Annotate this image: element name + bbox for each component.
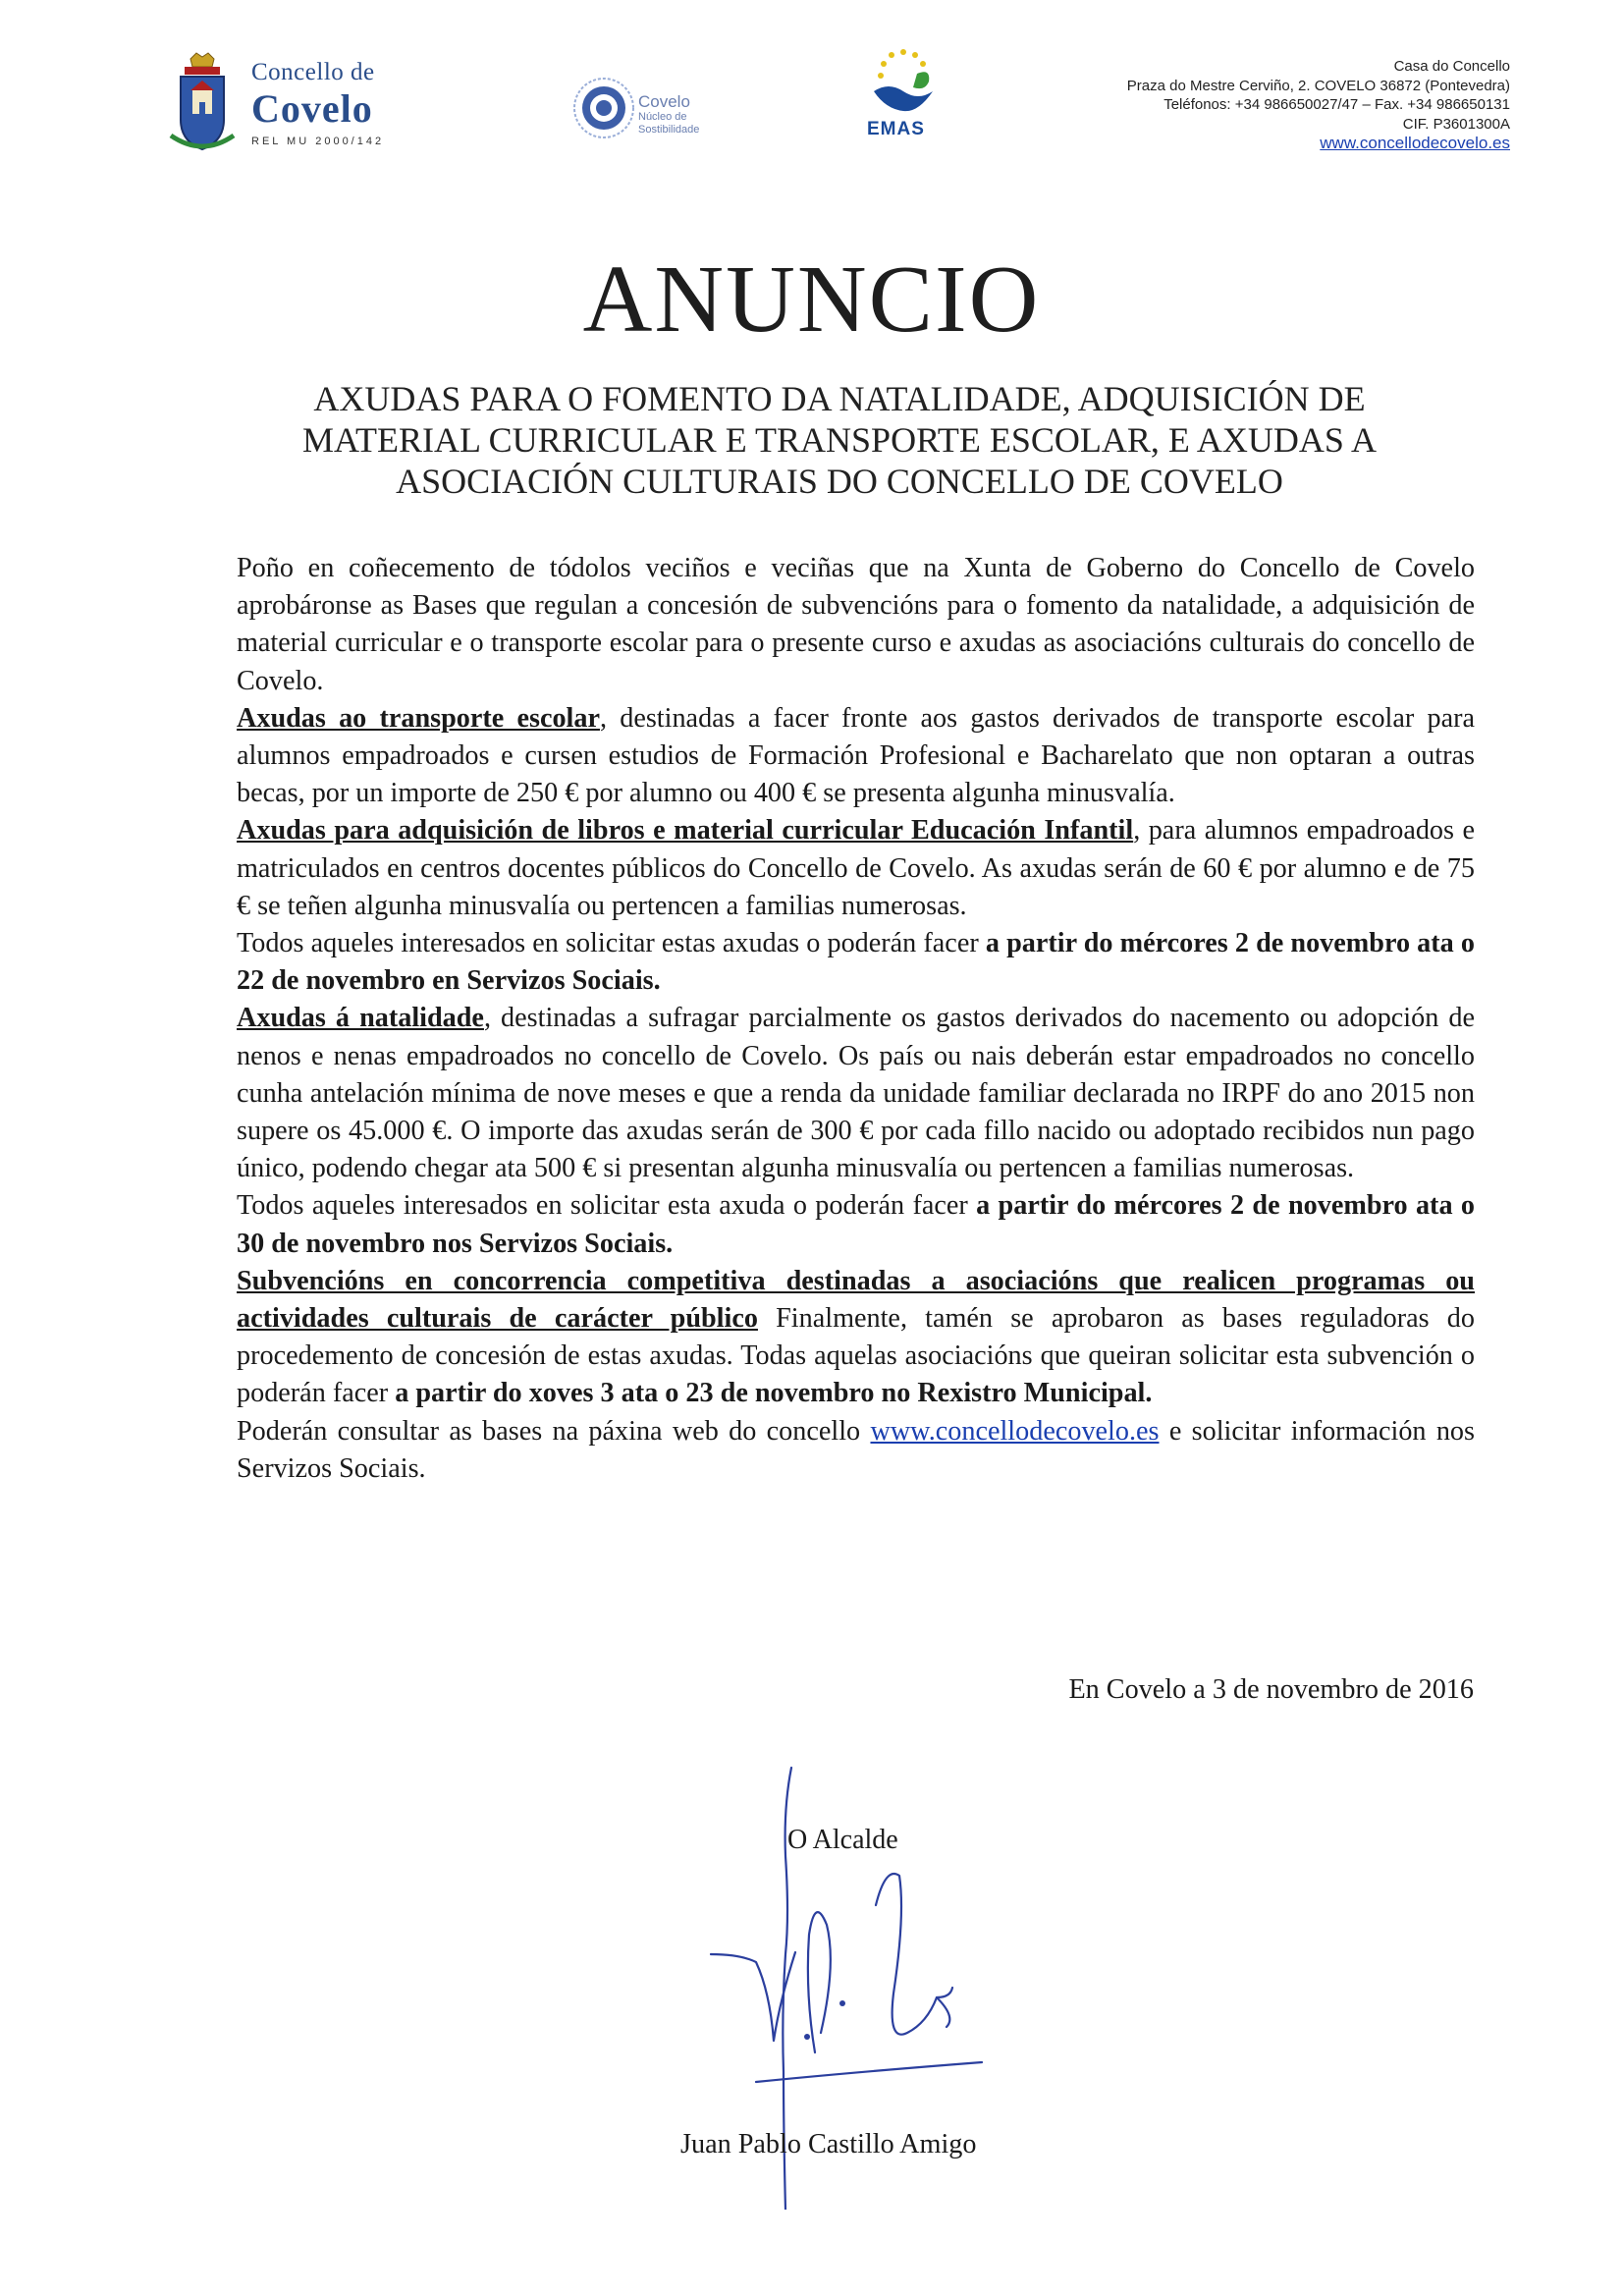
website-link[interactable]: www.concellodecovelo.es: [1320, 134, 1510, 152]
address-cif: CIF. P3601300A: [1402, 115, 1510, 133]
natalidade-deadline-text: Todos aqueles interesados en solicitar esta axuda o poderán facer: [237, 1190, 977, 1222]
address-phones: Teléfonos: +34 986650027/47 – Fax. +34 986650131: [1163, 96, 1510, 113]
nucleo-seal-icon: [569, 74, 638, 142]
libros-deadline-text: Todos aqueles interesados en solicitar estas axudas o poderán facer: [237, 928, 986, 959]
address-line-2: Praza do Mestre Cerviño, 2. COVELO 36872 (Pontevedra): [1126, 77, 1510, 94]
nucleo-logo-sub1: Núcleo de: [638, 111, 687, 123]
emas-stars-wave-icon: [864, 44, 943, 119]
signer-name: Juan Pablo Castillo Amigo: [680, 2129, 977, 2159]
emas-label: EMAS: [867, 119, 925, 139]
consulta-text-2: e solicitar información nos Servizos Sociais.: [237, 1415, 1475, 1484]
libros-heading: Axudas para adquisición de libros e material curricular Educación Infantil: [237, 815, 1134, 847]
transporte-text: , destinadas a facer fronte aos gastos derivados de transporte escolar para alumnos empadroados e cursen estudios de Formación Profesional e Bacharelato que non optaran a outras becas, por un importe de 250 € por alumno ou 400 € se presenta algunha minusvalía.: [237, 702, 1475, 809]
natalidade-heading: Axudas á natalidade: [237, 1003, 484, 1034]
nucleo-sostibilidade-logo: [569, 74, 746, 152]
covelo-logo-name: Covelo: [251, 86, 373, 131]
transporte-heading: Axudas ao transporte escolar: [237, 702, 600, 734]
natalidade-paragraph: [237, 1000, 1475, 1187]
nucleo-logo-name: Covelo: [638, 92, 690, 111]
subvencions-heading: Subvencións en concorrencia competitiva destinadas a asociacións que realicen programas ou actividades culturais de carácter público: [237, 1265, 1475, 1335]
subvencions-deadline-dates: a partir do xoves 3 ata o 23 de novembro no Rexistro Municipal.: [395, 1378, 1153, 1409]
address-line-1: Casa do Concello: [1393, 58, 1510, 75]
document-body: [237, 550, 1475, 1488]
consulta-paragraph: [237, 1413, 1475, 1488]
intro-paragraph: Poño en coñecemento de tódolos veciños e veciñas que na Xunta de Goberno do Concello de Covelo aprobáronse as Bases que regulan a concesión de subvencións para o fomento da natalidade, a adquisición de material curricular e o transporte escolar para o presente curso e axudas as asociacións culturais do concello de Covelo.: [237, 553, 1475, 696]
transporte-paragraph: [237, 700, 1475, 813]
consulta-text-1: Poderán consultar as bases na páxina web do concello: [237, 1415, 871, 1447]
libros-deadline-paragraph: [237, 925, 1475, 1000]
natalidade-deadline-dates: a partir do mércores 2 de novembro ata o 30 de novembro nos Servizos Sociais.: [237, 1190, 1475, 1259]
nucleo-logo-sub2: Sostibilidade: [638, 124, 700, 136]
libros-deadline-dates: a partir do mércores 2 de novembro ata o 22 de novembro en Servizos Sociais.: [237, 928, 1475, 997]
covelo-logo-small-text: Concello de: [251, 59, 375, 85]
document-title: ANUNCIO: [582, 246, 1041, 353]
consulta-website-link[interactable]: www.concellodecovelo.es: [870, 1415, 1160, 1447]
covelo-logo: [167, 51, 422, 159]
document-subtitle: AXUDAS PARA O FOMENTO DA NATALIDADE, ADQUISICIÓN DE MATERIAL CURRICULAR E TRANSPORTE ESCOLAR, E AXUDAS A ASOCIACIÓN CULTURAIS DO CONCELLO DE COVELO: [302, 379, 1377, 501]
natalidade-deadline-paragraph: [237, 1187, 1475, 1262]
place-and-date: En Covelo a 3 de novembro de 2016: [1068, 1674, 1474, 1705]
emas-logo: [864, 44, 943, 142]
libros-paragraph: [237, 812, 1475, 925]
natalidade-text: , destinadas a sufragar parcialmente os gastos derivados do nacemento ou adopción de nenos e nenas empadroados no concello de Covelo. Os país ou nais deberán estar empadroados no concello cunha antelación mínima de nove meses e que a renda da unidade familiar declarada no IRPF do ano 2015 non supere os 45.000 €. O importe das axudas serán de 300 € por cada fillo nacido ou adoptado recibidos nun pago único, podendo chegar ata 500 € si presentan algunha minusvalía ou pertencen a familias numerosas.: [237, 1003, 1475, 1184]
libros-text: , para alumnos empadroados e matriculados en centros docentes públicos do Concello de Covelo. As axudas serán de 60 € por alumno e de 75 € se teñen algunha minusvalía ou pertencen a familias numerosas.: [237, 815, 1475, 921]
covelo-logo-registry: REL MU 2000/142: [251, 136, 385, 147]
signer-role: O Alcalde: [787, 1825, 898, 1855]
town-hall-address: [1127, 57, 1510, 154]
covelo-shield-icon: [167, 51, 238, 159]
subvencions-text: Finalmente, tamén se aprobaron as bases reguladoras do procedemento de concesión de estas axudas. Todas aquelas asociacións que queiran solicitar esta subvención o poderán facer: [237, 1303, 1475, 1409]
subvencions-paragraph: [237, 1263, 1475, 1413]
